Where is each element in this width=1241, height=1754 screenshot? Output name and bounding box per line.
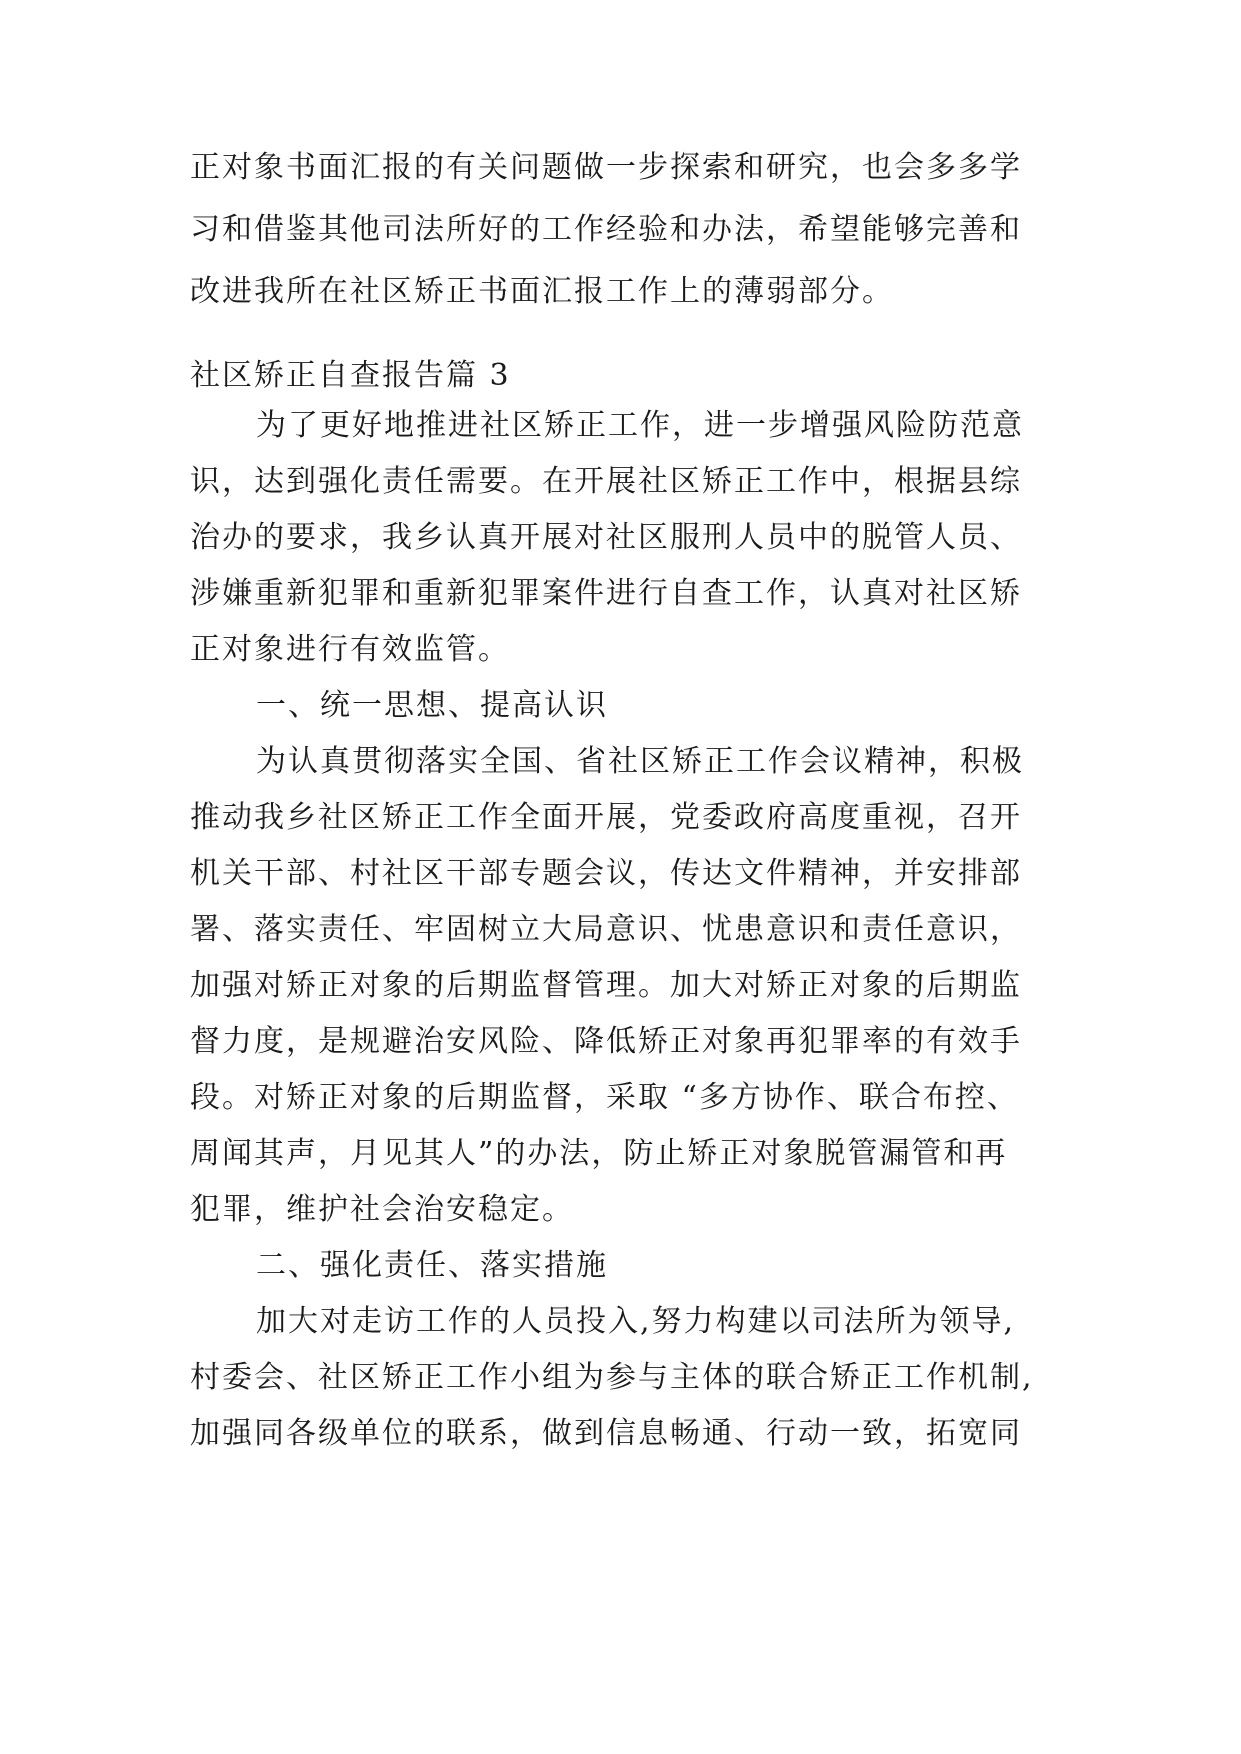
paragraph-line: 识，达到强化责任需要。在开展社区矫正工作中，根据县综 xyxy=(190,464,1022,499)
paragraph-line: 正对象书面汇报的有关问题做一步探索和研究，也会多多学 xyxy=(190,150,1022,185)
paragraph-line: 村委会、社区矫正工作小组为参与主体的联合矫正工作机制, xyxy=(190,1360,1034,1395)
paragraph-line: 为了更好地推进社区矫正工作，进一步增强风险防范意 xyxy=(256,408,1024,443)
paragraph-line: 改进我所在社区矫正书面汇报工作上的薄弱部分。 xyxy=(190,274,894,309)
subsection-heading: 一、统一思想、提高认识 xyxy=(256,688,608,723)
paragraph-line: 加大对走访工作的人员投入,努力构建以司法所为领导, xyxy=(256,1304,1016,1339)
paragraph-line: 治办的要求，我乡认真开展对社区服刑人员中的脱管人员、 xyxy=(190,520,1022,555)
paragraph-line: 加强对矫正对象的后期监督管理。加大对矫正对象的后期监 xyxy=(190,968,1022,1003)
paragraph-line: 正对象进行有效监管。 xyxy=(190,632,510,667)
paragraph-line: 涉嫌重新犯罪和重新犯罪案件进行自查工作，认真对社区矫 xyxy=(190,576,1022,611)
section-title: 社区矫正自查报告篇 3 xyxy=(190,358,511,393)
paragraph-line: 习和借鉴其他司法所好的工作经验和办法，希望能够完善和 xyxy=(190,212,1022,247)
paragraph-line: 督力度，是规避治安风险、降低矫正对象再犯罪率的有效手 xyxy=(190,1024,1022,1059)
paragraph-line: 犯罪，维护社会治安稳定。 xyxy=(190,1192,574,1227)
paragraph-line: 加强同各级单位的联系，做到信息畅通、行动一致，拓宽同 xyxy=(190,1416,1022,1451)
subsection-heading: 二、强化责任、落实措施 xyxy=(256,1248,608,1283)
paragraph-line: 推动我乡社区矫正工作全面开展，党委政府高度重视，召开 xyxy=(190,800,1022,835)
paragraph-line: 周闻其声，月见其人”的办法，防止矫正对象脱管漏管和再 xyxy=(190,1136,1008,1171)
paragraph-line: 机关干部、村社区干部专题会议，传达文件精神，并安排部 xyxy=(190,856,1022,891)
paragraph-line: 为认真贯彻落实全国、省社区矫正工作会议精神，积极 xyxy=(256,744,1024,779)
paragraph-line: 署、落实责任、牢固树立大局意识、忧患意识和责任意识， xyxy=(190,912,1022,947)
paragraph-line: 段。对矫正对象的后期监督，采取 “多方协作、联合布控、 xyxy=(190,1080,1019,1115)
